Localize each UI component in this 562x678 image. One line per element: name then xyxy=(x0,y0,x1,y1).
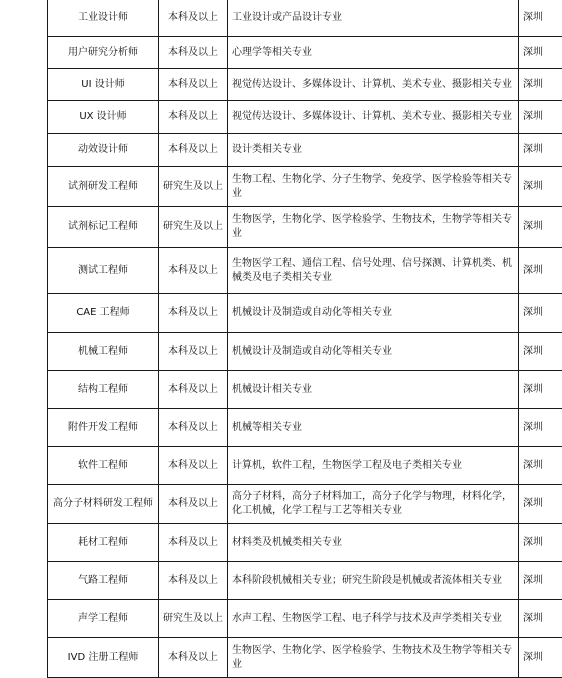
city-cell: 深圳 xyxy=(519,69,562,101)
major-cell: 机械等相关专业 xyxy=(228,409,519,447)
city-cell: 深圳 xyxy=(519,600,562,638)
job-title-cell: CAE 工程师 xyxy=(48,294,159,333)
major-cell: 设计类相关专业 xyxy=(228,134,519,167)
education-cell: 本科及以上 xyxy=(159,409,228,447)
major-cell: 心理学等相关专业 xyxy=(228,37,519,69)
city-cell: 深圳 xyxy=(519,37,562,69)
education-cell: 研究生及以上 xyxy=(159,167,228,207)
education-cell: 本科及以上 xyxy=(159,134,228,167)
table-row xyxy=(48,638,562,678)
city-cell: 深圳 xyxy=(519,294,562,333)
major-cell: 机械设计及制造或自动化等相关专业 xyxy=(228,333,519,371)
table-row xyxy=(48,485,562,524)
major-cell: 生物医学，生物化学、医学检验学、生物技术，生物学等相关专业 xyxy=(228,207,519,248)
job-table-body xyxy=(48,0,562,678)
job-title-cell: 气路工程师 xyxy=(48,562,159,600)
city-cell: 深圳 xyxy=(519,562,562,600)
table-row xyxy=(48,524,562,562)
table-row xyxy=(48,134,562,167)
education-cell: 研究生及以上 xyxy=(159,207,228,248)
table-row xyxy=(48,37,562,69)
education-cell: 本科及以上 xyxy=(159,37,228,69)
major-cell: 高分子材料，高分子材料加工，高分子化学与物理，材料化学，化工机械，化学工程与工艺等相关专业 xyxy=(228,485,519,524)
table-row xyxy=(48,69,562,101)
education-cell: 本科及以上 xyxy=(159,485,228,524)
table-row xyxy=(48,333,562,371)
city-cell: 深圳 xyxy=(519,485,562,524)
table-row xyxy=(48,600,562,638)
major-cell: 机械设计及制造或自动化等相关专业 xyxy=(228,294,519,333)
major-cell: 水声工程、生物医学工程、电子科学与技术及声学类相关专业 xyxy=(228,600,519,638)
major-cell: 机械设计相关专业 xyxy=(228,371,519,409)
education-cell: 本科及以上 xyxy=(159,69,228,101)
job-title-cell: 用户研究分析师 xyxy=(48,37,159,69)
education-cell: 本科及以上 xyxy=(159,447,228,485)
major-cell: 生物医学、生物化学、医学检验学、生物技术及生物学等相关专业 xyxy=(228,638,519,678)
job-title-cell: 动效设计师 xyxy=(48,134,159,167)
job-title-cell: 试剂研发工程师 xyxy=(48,167,159,207)
city-cell: 深圳 xyxy=(519,524,562,562)
education-cell: 本科及以上 xyxy=(159,101,228,134)
city-cell: 深圳 xyxy=(519,409,562,447)
job-title-cell: 耗材工程师 xyxy=(48,524,159,562)
table-row xyxy=(48,371,562,409)
education-cell: 本科及以上 xyxy=(159,248,228,294)
job-title-cell: 工业设计师 xyxy=(48,0,159,37)
job-title-cell: 测试工程师 xyxy=(48,248,159,294)
major-cell: 生物工程、生物化学、分子生物学、免疫学、医学检验等相关专业 xyxy=(228,167,519,207)
table-row xyxy=(48,294,562,333)
table-row xyxy=(48,0,562,37)
major-cell: 计算机，软件工程，生物医学工程及电子类相关专业 xyxy=(228,447,519,485)
job-title-cell: 机械工程师 xyxy=(48,333,159,371)
table-row xyxy=(48,447,562,485)
job-title-cell: 软件工程师 xyxy=(48,447,159,485)
education-cell: 研究生及以上 xyxy=(159,600,228,638)
table-row xyxy=(48,409,562,447)
education-cell: 本科及以上 xyxy=(159,333,228,371)
table-row xyxy=(48,248,562,294)
table-row xyxy=(48,207,562,248)
education-cell: 本科及以上 xyxy=(159,562,228,600)
table-row xyxy=(48,167,562,207)
city-cell: 深圳 xyxy=(519,101,562,134)
city-cell: 深圳 xyxy=(519,0,562,37)
major-cell: 生物医学工程、通信工程、信号处理、信号探测、计算机类、机械类及电子类相关专业 xyxy=(228,248,519,294)
education-cell: 本科及以上 xyxy=(159,0,228,37)
job-title-cell: IVD 注册工程师 xyxy=(48,638,159,678)
major-cell: 本科阶段机械相关专业；研究生阶段是机械或者流体相关专业 xyxy=(228,562,519,600)
table-row xyxy=(48,562,562,600)
major-cell: 材料类及机械类相关专业 xyxy=(228,524,519,562)
job-title-cell: 高分子材料研发工程师 xyxy=(48,485,159,524)
job-title-cell: 附件开发工程师 xyxy=(48,409,159,447)
city-cell: 深圳 xyxy=(519,134,562,167)
city-cell: 深圳 xyxy=(519,638,562,678)
major-cell: 视觉传达设计、多媒体设计、计算机、美术专业、摄影相关专业 xyxy=(228,101,519,134)
major-cell: 工业设计或产品设计专业 xyxy=(228,0,519,37)
education-cell: 本科及以上 xyxy=(159,524,228,562)
city-cell: 深圳 xyxy=(519,447,562,485)
job-title-cell: 试剂标记工程师 xyxy=(48,207,159,248)
city-cell: 深圳 xyxy=(519,248,562,294)
education-cell: 本科及以上 xyxy=(159,371,228,409)
city-cell: 深圳 xyxy=(519,167,562,207)
city-cell: 深圳 xyxy=(519,333,562,371)
education-cell: 本科及以上 xyxy=(159,294,228,333)
city-cell: 深圳 xyxy=(519,207,562,248)
job-title-cell: 声学工程师 xyxy=(48,600,159,638)
job-table xyxy=(47,0,562,678)
table-row xyxy=(48,101,562,134)
job-title-cell: 结构工程师 xyxy=(48,371,159,409)
job-title-cell: UI 设计师 xyxy=(48,69,159,101)
city-cell: 深圳 xyxy=(519,371,562,409)
education-cell: 本科及以上 xyxy=(159,638,228,678)
major-cell: 视觉传达设计、多媒体设计、计算机、美术专业、摄影相关专业 xyxy=(228,69,519,101)
job-title-cell: UX 设计师 xyxy=(48,101,159,134)
